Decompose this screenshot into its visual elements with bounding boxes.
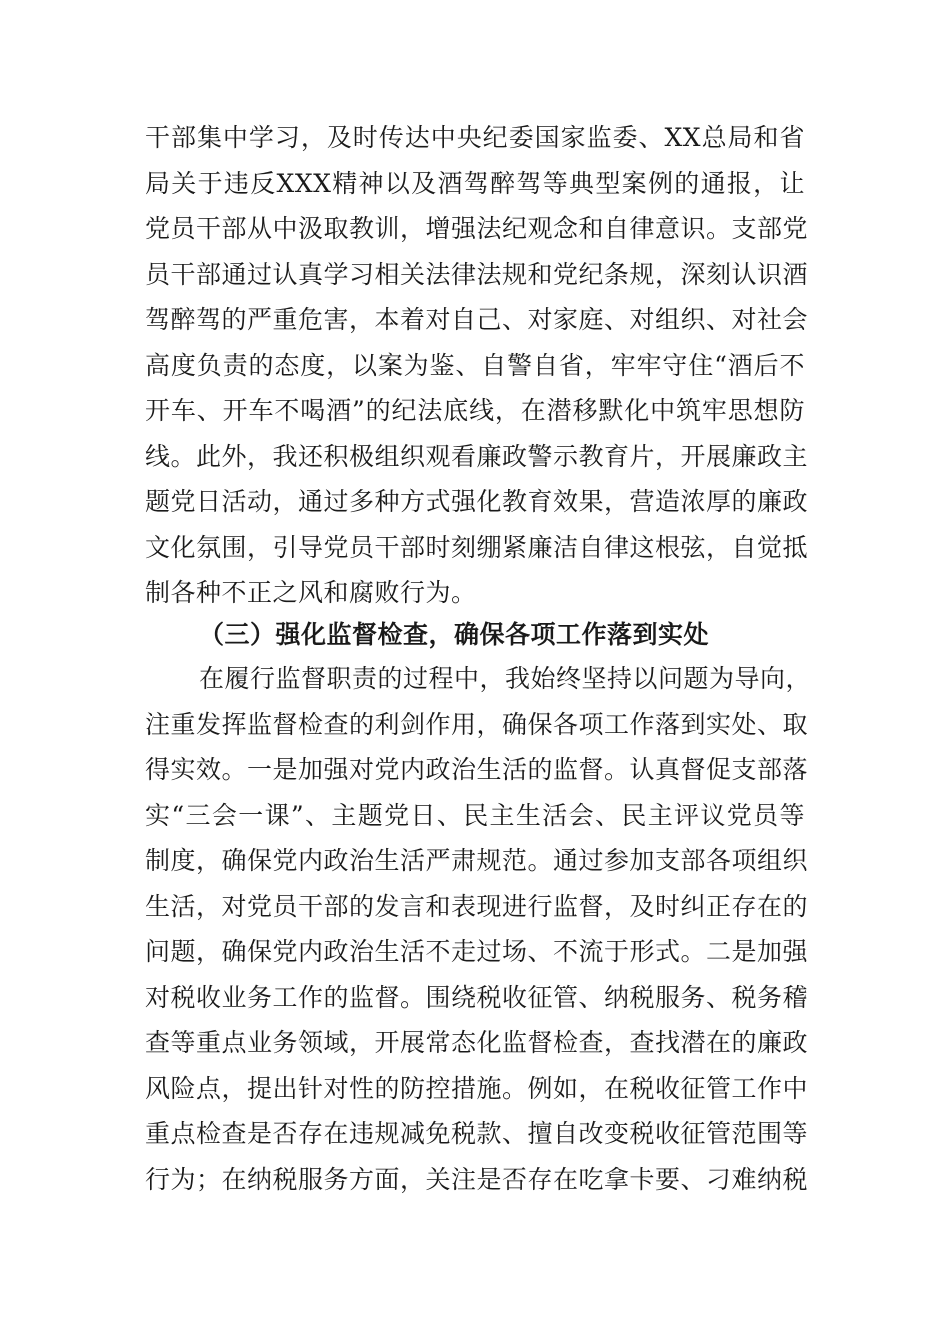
- text-line: 风险点，提出针对性的防控措施。例如，在税收征管工作中: [145, 1073, 809, 1103]
- text-line: 高度负责的态度，以案为鉴、自警自省，牢牢守住“酒后不: [145, 350, 805, 380]
- text-line: 制度，确保党内政治生活严肃规范。通过参加支部各项组织: [145, 846, 809, 875]
- text-line: 党员干部从中汲取教训，增强法纪观念和自律意识。支部党: [145, 214, 809, 243]
- text-line: 制各种不正之风和腐败行为。: [145, 578, 477, 607]
- text-line: 注重发挥监督检查的利剑作用，确保各项工作落到实处、取: [145, 709, 809, 739]
- text-line: 问题，确保党内政治生活不走过场、不流于形式。二是加强: [145, 937, 809, 966]
- text-line: 干部集中学习，及时传达中央纪委国家监委、XX总局和省: [145, 123, 805, 152]
- text-line: 查等重点业务领域，开展常态化监督检查，查找潜在的廉政: [145, 1028, 809, 1057]
- section-heading: （三）强化监督检查，确保各项工作落到实处: [199, 620, 710, 649]
- text-line: 生活，对党员干部的发言和表现进行监督，及时纠正存在的: [145, 891, 809, 921]
- text-line: 线。此外，我还积极组织观看廉政警示教育片，开展廉政主: [145, 441, 809, 471]
- text-line: 对税收业务工作的监督。围绕税收征管、纳税服务、税务稽: [145, 982, 809, 1012]
- text-line: 行为；在纳税服务方面，关注是否存在吃拿卡要、刁难纳税: [145, 1164, 809, 1194]
- text-line: 员干部通过认真学习相关法律法规和党纪条规，深刻认识酒: [145, 259, 809, 289]
- text-line: 开车、开车不喝酒”的纪法底线，在潜移默化中筑牢思想防: [145, 396, 805, 425]
- text-line: 局关于违反XXX精神以及酒驾醉驾等典型案例的通报，让: [145, 168, 805, 198]
- text-line: 实“三会一课”、主题党日、民主生活会、民主评议党员等: [145, 800, 805, 830]
- text-line: 得实效。一是加强对党内政治生活的监督。认真督促支部落: [145, 755, 809, 784]
- text-line: 重点检查是否存在违规减免税款、擅自改变税收征管范围等: [145, 1119, 809, 1148]
- text-line: 驾醉驾的严重危害，本着对自己、对家庭、对组织、对社会: [145, 305, 809, 334]
- text-line: 在履行监督职责的过程中，我始终坚持以问题为导向，: [199, 664, 812, 693]
- text-line: 文化氛围，引导党员干部时刻绷紧廉洁自律这根弦，自觉抵: [145, 532, 809, 562]
- text-line: 题党日活动，通过多种方式强化教育效果，营造浓厚的廉政: [145, 487, 809, 516]
